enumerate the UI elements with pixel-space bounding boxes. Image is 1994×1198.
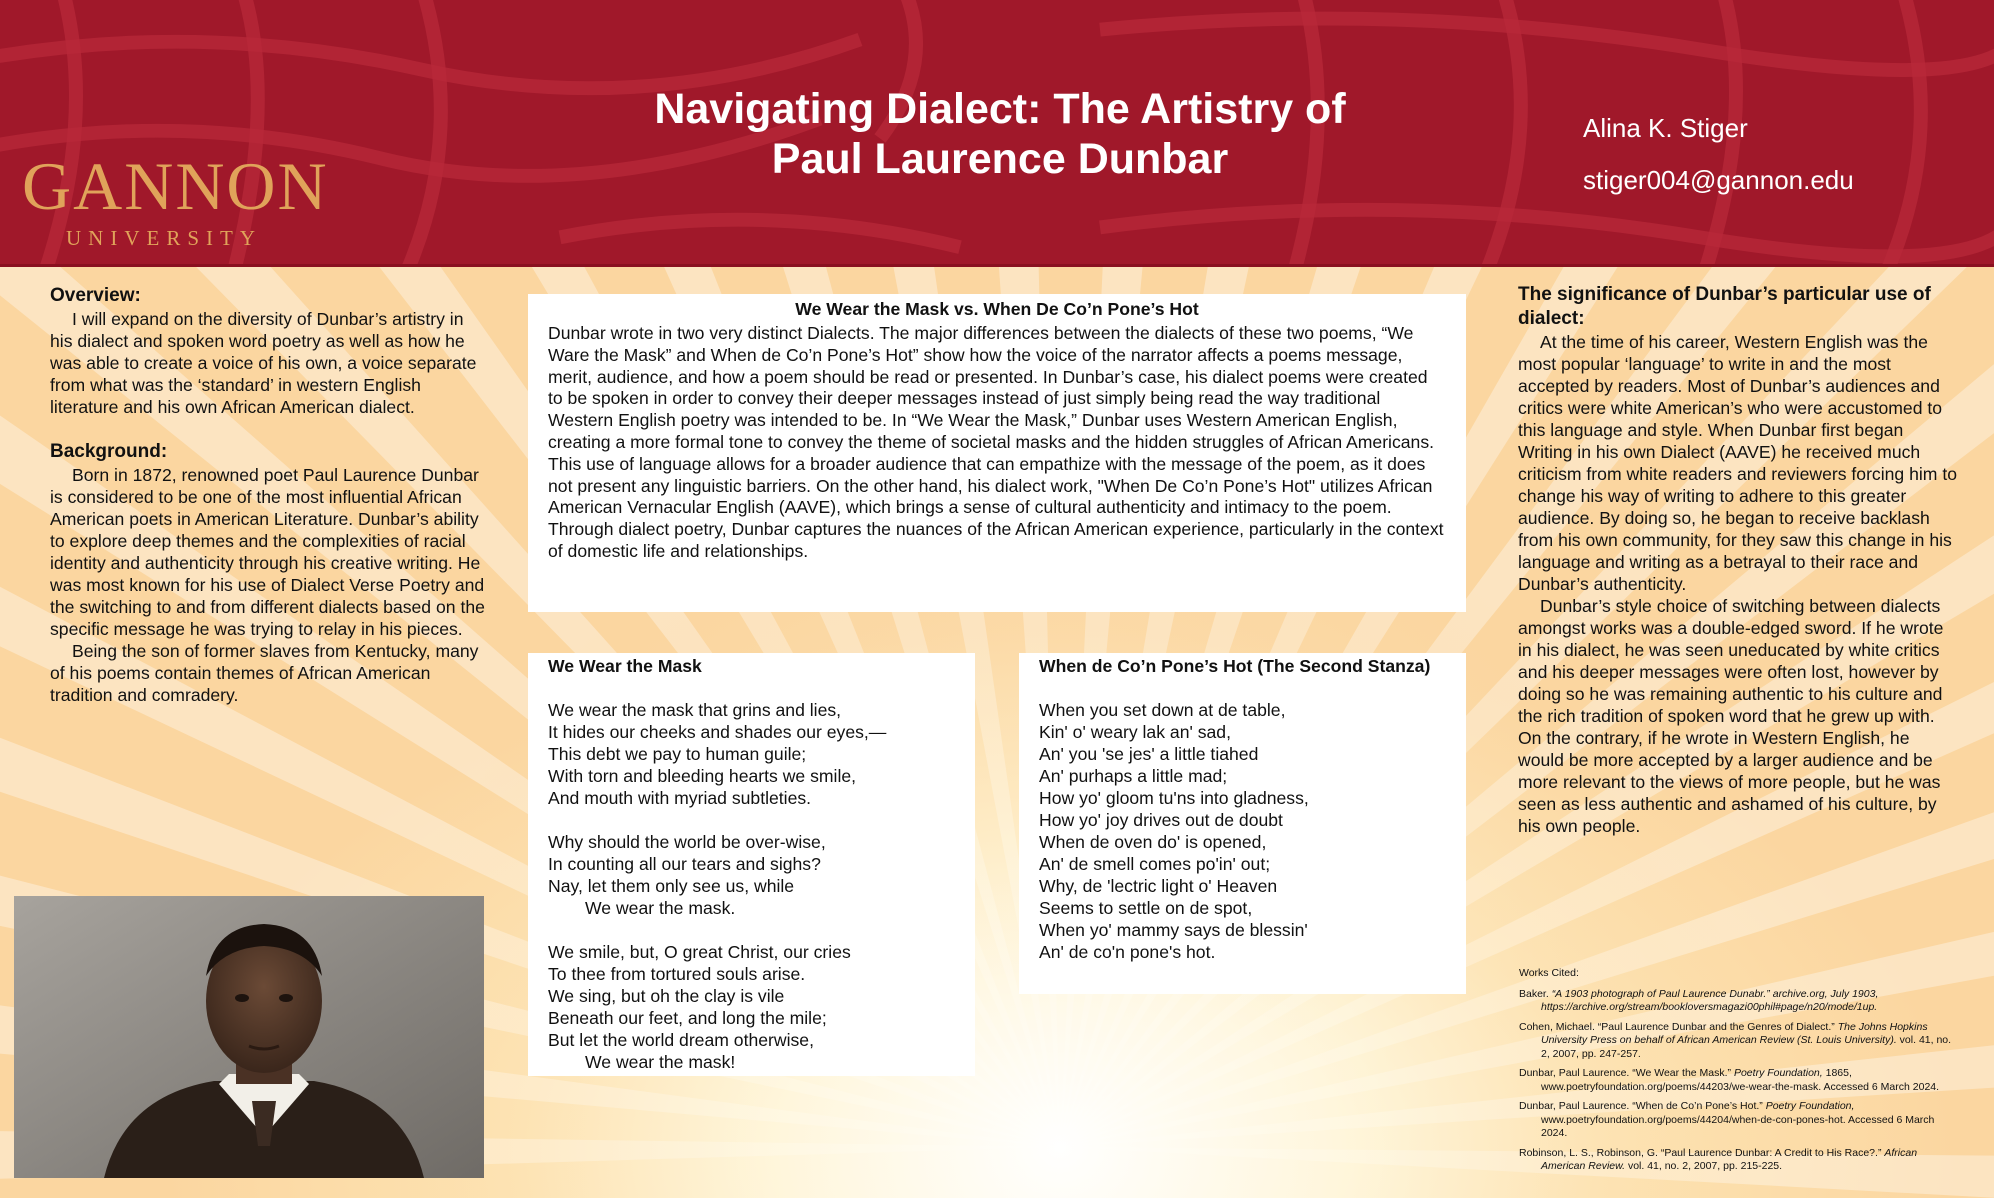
poem-line: An' you 'se jes' a little tiahed: [1039, 744, 1259, 764]
poem-line: [548, 677, 955, 699]
poem-line: Kin' o' weary lak an' sad,: [1039, 722, 1231, 742]
citation-entry: [1519, 1067, 1959, 1094]
comparison-text: Dunbar wrote in two very distinct Dialects. The major differences between the dialects of these two poems, “We Ware the Mask” and When de Co’n Pone’s Hot” show how the voice of the narrator affects a poems message, merit, audience, and how a poem should be read or presented. In Dunbar’s case, his dialect poems were created to be spoken in order to convey their deeper messages instead of just simply being read the way traditional Western English poetry was intended to be. In “We Wear the Mask,” Dunbar uses Western American English, creating a more formal tone to convey the theme of societal masks and the hidden struggles of African Americans. This use of language allows for a broader audience that can empathize with the message of the poem, as it does not present any linguistic barriers. On the other hand, his dialect work, "When De Co’n Pone’s Hot" utilizes African American Vernacular English (AAVE), which brings a sense of cultural authenticity and intimacy to the poem. Through dialect poetry, Dunbar captures the nuances of the African American experience, particularly in the context of domestic life and relationships.: [548, 323, 1444, 561]
poem-line: How yo' joy drives out de doubt: [1039, 810, 1283, 830]
poem-line: When yo' mammy says de blessin': [1039, 920, 1308, 940]
citation-text: Dunbar, Paul Laurence. “When de Co’n Pone’s Hot.”: [1519, 1100, 1766, 1112]
left-column: [50, 284, 490, 706]
background-heading: Background:: [50, 441, 168, 462]
citation-italic: Poetry Foundation,: [1765, 1100, 1855, 1112]
poem-line: We sing, but oh the clay is vile: [548, 986, 785, 1006]
poem-line: Why should the world be over-wise,: [548, 832, 826, 852]
citation-after: vol. 41, no. 2, 2007, pp. 247-257.: [1541, 1034, 1952, 1060]
background-paragraph-1: Born in 1872, renowned poet Paul Laurence Dunbar is considered to be one of the most influential African American poets in American Literature. Dunbar’s ability to explore deep themes and the complexities of racial identity and authenticity through his creative writing. He was most known for his use of Dialect Verse Poetry and the switching to and from different dialects based on the specific message he was trying to relay in his pieces.: [50, 465, 485, 639]
background-paragraph-2: Being the son of former slaves from Kentucky, many of his poems contain themes of African American tradition and comradery.: [50, 641, 479, 705]
poster-title: [500, 84, 1500, 184]
citation-after: vol. 41, no. 2, 2007, pp. 215-225.: [1625, 1160, 1783, 1172]
pone-poem-box: [1019, 653, 1466, 994]
author-name: Alina K. Stiger: [1583, 113, 1748, 143]
poster-header: [0, 0, 1994, 267]
dunbar-portrait-image: [14, 896, 484, 1178]
logo-subtitle: UNIVERSITY: [66, 226, 262, 250]
pone-poem-lines: [1039, 677, 1446, 963]
citation-entry: [1519, 1021, 1959, 1062]
poem-line: To thee from tortured souls arise.: [548, 964, 806, 984]
poem-line: In counting all our tears and sighs?: [548, 854, 821, 874]
poem-line: Nay, let them only see us, while: [548, 876, 795, 896]
comparison-box: [528, 294, 1466, 612]
citation-after: 1865, www.poetryfoundation.org/poems/44203/we-wear-the-mask. Accessed 6 March 2024.: [1541, 1067, 1940, 1093]
significance-paragraph-1: At the time of his career, Western English was the most popular ‘language’ to write in and the most accepted by readers. Most of Dunbar’s audiences and critics were white American’s who were accustomed to this language and style. When Dunbar first began Writing in his own Dialect (AAVE) he received much criticism from white readers and reviewers forcing him to change his way of writing to adhere to this greater audience. By doing so, he began to receive backlash from his own community, for they saw this change in his language and writing as a betrayal to their race and Dunbar’s authenticity.: [1518, 332, 1958, 594]
comparison-title: We Wear the Mask vs. When De Co’n Pone’s Hot: [795, 299, 1199, 319]
poem-line: [548, 919, 955, 941]
poem-line: An' de co'n pone's hot.: [1039, 942, 1216, 962]
citation-italic: The Johns Hopkins University Press on behalf of African American Review (St. Louis University).: [1541, 1020, 1928, 1046]
title-line-1: Navigating Dialect: The Artistry of: [654, 85, 1346, 133]
citation-entry: [1519, 988, 1959, 1015]
citation-after: www.poetryfoundation.org/poems/44204/when-de-con-pones-hot. Accessed 6 March 2024.: [1541, 1113, 1935, 1139]
poem-line: And mouth with myriad subtleties.: [548, 788, 812, 808]
poem-line: We wear the mask that grins and lies,: [548, 700, 842, 720]
poem-line: [548, 809, 955, 831]
citation-text: Robinson, L. S., Robinson, G. “Paul Laurence Dunbar: A Credit to His Race?.”: [1519, 1146, 1885, 1159]
gannon-logo: [22, 148, 329, 251]
citation-entry: [1519, 1147, 1959, 1174]
citation-italic: “A 1903 photograph of Paul Laurence Dunabr.” archive.org, July 1903, https://archive.org/stream/bookloversmagazi00phil#page/n20/mode/1up.: [1541, 987, 1879, 1013]
significance-paragraph-2: Dunbar’s style choice of switching between dialects amongst works was a double-edged sword. If he wrote in his dialect, he was seen uneducated by white critics and his deeper messages were often lost, however by doing so he was remaining authentic to his culture and the rich tradition of spoken word that he grew up with. On the contrary, if he wrote in Western English, he would be more accepted by a larger audience and be more relevant to the views of more people, but he was seen as less authentic and ashamed of his culture, by his own people.: [1518, 596, 1944, 836]
poem-line: But let the world dream otherwise,: [548, 1030, 814, 1050]
poem-line: When de oven do' is opened,: [1039, 832, 1267, 852]
poem-line: This debt we pay to human guile;: [548, 744, 807, 764]
poem-line: Beneath our feet, and long the mile;: [548, 1008, 827, 1028]
poem-line: [1039, 677, 1446, 699]
works-cited: [1519, 967, 1959, 1180]
citation-text: Cohen, Michael. “Paul Laurence Dunbar and the Genres of Dialect.”: [1519, 1020, 1838, 1033]
mask-poem-box: [528, 653, 975, 1076]
poem-line: An' purhaps a little mad;: [1039, 766, 1228, 786]
works-cited-title: Works Cited:: [1519, 967, 1579, 979]
poem-line: How yo' gloom tu'ns into gladness,: [1039, 788, 1309, 808]
poem-line: We wear the mask!: [585, 1052, 736, 1072]
citation-text: Baker.: [1519, 987, 1552, 1000]
mask-poem-lines: [548, 677, 955, 1073]
poem-line: With torn and bleeding hearts we smile,: [548, 766, 857, 786]
poem-line: Seems to settle on de spot,: [1039, 898, 1253, 918]
poem-line: An' de smell comes po'in' out;: [1039, 854, 1271, 874]
overview-heading: Overview:: [50, 285, 141, 306]
pone-poem-title: When de Co’n Pone’s Hot (The Second Stanza): [1039, 656, 1431, 676]
author-email[interactable]: stiger004@gannon.edu: [1583, 165, 1854, 195]
citation-italic: African American Review.: [1541, 1146, 1918, 1172]
poem-line: Why, de 'lectric light o' Heaven: [1039, 876, 1278, 896]
poem-line: It hides our cheeks and shades our eyes,—: [548, 722, 887, 742]
title-line-2: Paul Laurence Dunbar: [771, 135, 1229, 183]
poem-line: When you set down at de table,: [1039, 700, 1286, 720]
right-column: [1518, 283, 1958, 837]
citation-italic: Poetry Foundation,: [1733, 1067, 1823, 1079]
poem-line: We smile, but, O great Christ, our cries: [548, 942, 851, 962]
poem-line: We wear the mask.: [585, 898, 736, 918]
works-cited-list: [1519, 988, 1959, 1174]
logo-wordmark: GANNON: [22, 148, 329, 224]
citation-entry: [1519, 1100, 1959, 1141]
mask-poem-title: We Wear the Mask: [548, 656, 702, 676]
significance-heading: The significance of Dunbar’s particular use of dialect:: [1518, 284, 1931, 329]
overview-text: I will expand on the diversity of Dunbar’s artistry in his dialect and spoken word poetry as well as how he was able to create a voice of his own, a voice separate from what was the ‘standard’ in western English literature and his own African American dialect.: [50, 309, 477, 417]
citation-text: Dunbar, Paul Laurence. “We Wear the Mask.”: [1519, 1067, 1734, 1079]
